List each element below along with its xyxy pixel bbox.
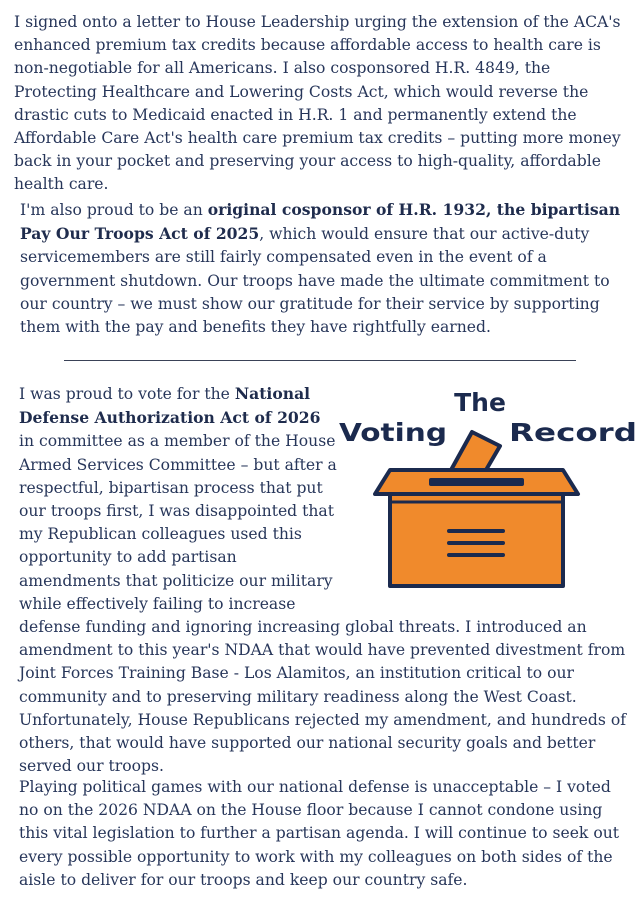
logo-word-record: Record	[509, 418, 637, 447]
paragraph-text: Playing political games with our national defense is unacceptable – I voted no on the 2026 NDAA on the House floor because I cannot condone using this vital legislation to further a partisan agenda. I will continue to seek out every possible opportunity to work with my colleagues on both sides of the aisle to deliver for our troops and keep our country safe.	[19, 778, 620, 889]
logo-word-the: The	[454, 388, 506, 417]
paragraph-intro: I'm also proud to be an	[20, 201, 208, 219]
section-divider	[64, 360, 576, 361]
paragraph-text: I signed onto a letter to House Leadership urging the extension of the ACA's enhanced premium tax credits because affordable access to health care is non-negotiable for all Americans. I also cosponsored H.R. 4849, the Protecting Healthcare and Lowering Costs Act, which would reverse the drastic cuts to Medicaid enacted in H.R. 1 and permanently extend the Affordable Care Act's health care premium tax credits – putting more money back in your pocket and preserving your access to high-quality, affordable health care.	[14, 13, 621, 194]
paragraph-intro: I was proud to vote for the	[19, 385, 235, 403]
ballot-box-icon	[337, 382, 637, 594]
act-name-bold: National Defense Authorization Act of 2026	[19, 384, 321, 428]
paragraph-rest: in committee as a member of the House Armed Services Committee – but after a respectful, bipartisan process that put our troops first, I was disappointed that my Republican colleagues used this opportunity to add partisan amendments that politicize our military while effectively failing to increase defense funding and ignoring increasing global threats. I introduced an amendment to this year's NDAA that would have prevented divestment from Joint Forces Training Base - Los Alamitos, an institution critical to our community and to preserving military readiness along the West Coast. Unfortunately, House Republicans rejected my amendment, and hundreds of others, that would have supported our national security goals and better served our troops.	[19, 432, 626, 776]
ndaa-section	[19, 382, 637, 778]
paragraph-aca-tax-credits	[14, 11, 632, 197]
bill-name-bold: original cosponsor of H.R. 1932, the bipartisan Pay Our Troops Act of 2025	[20, 200, 621, 244]
paragraph-pay-our-troops	[20, 198, 634, 339]
paragraph-rest: , which would ensure that our active-duty servicemembers are still fairly compensated even in the event of a government shutdown. Our troops have made the ultimate commitment to our country – we must show our gratitude for their service by supporting them with the pay and benefits they have rightfully earned.	[20, 225, 610, 337]
voting-record-logo	[337, 382, 637, 594]
paragraph-voted-no	[19, 776, 631, 892]
logo-word-voting: Voting	[339, 418, 447, 447]
